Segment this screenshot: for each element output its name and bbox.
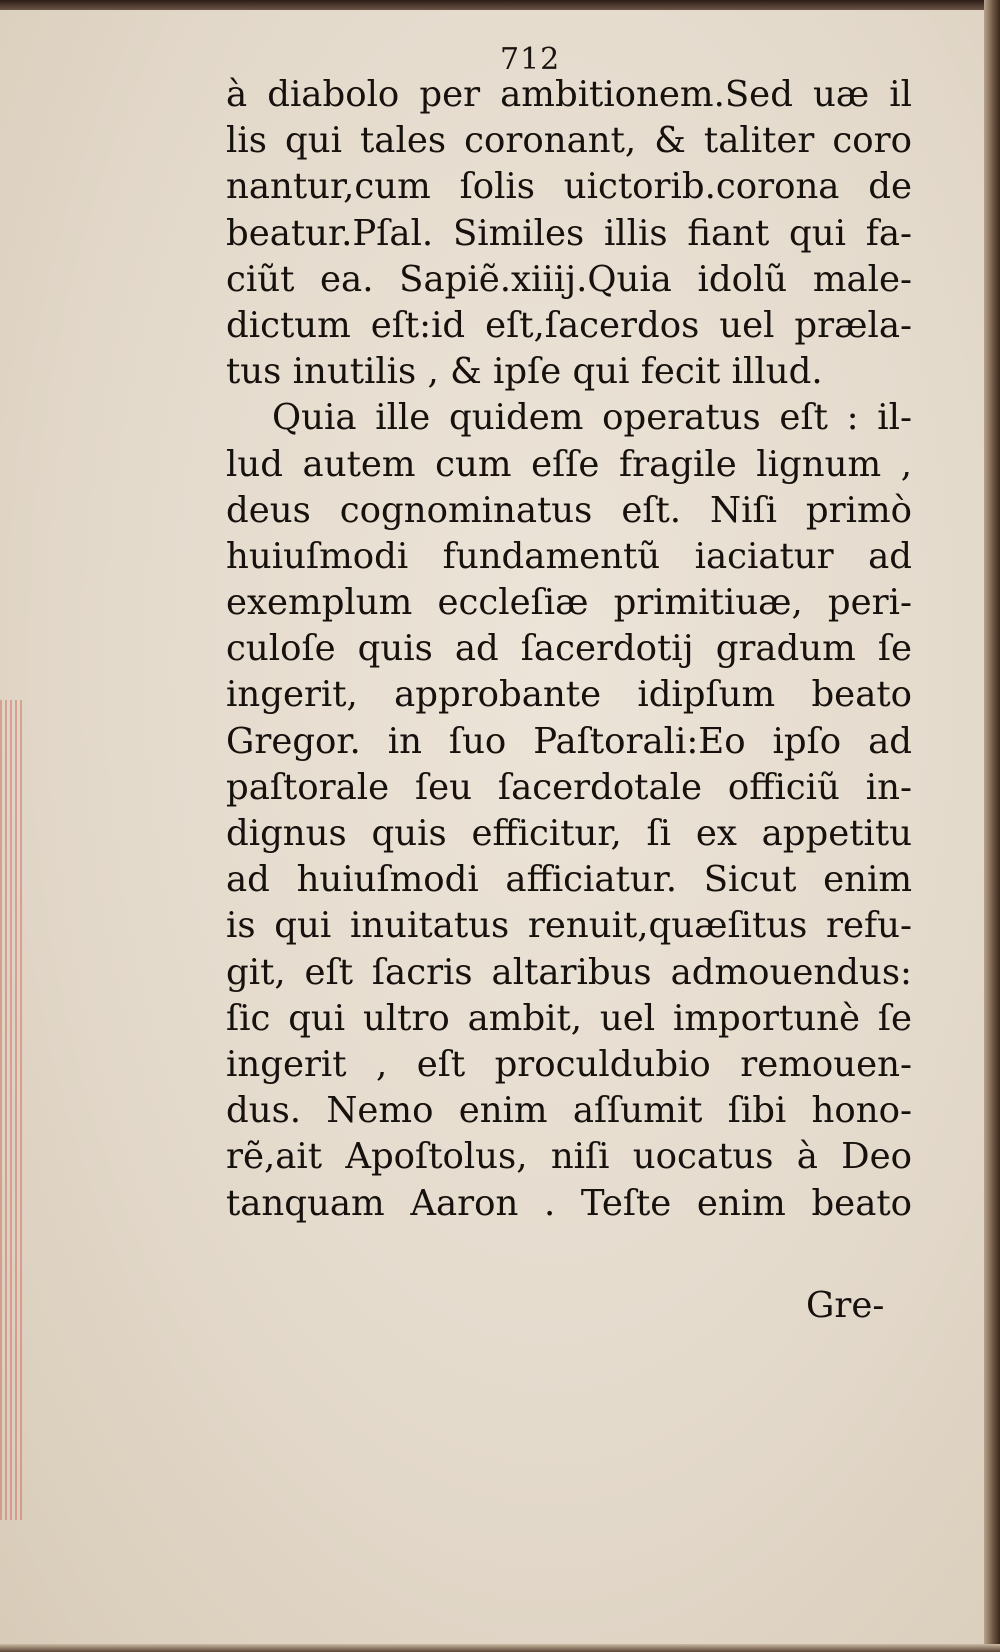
text-line: dus. Nemo enim aſſumit ſibi hono- <box>226 1090 912 1132</box>
text-line: tanquam Aaron . Teſte enim beato <box>226 1182 912 1224</box>
text-line: nantur,cum ſolis uictorib.corona de <box>226 166 912 208</box>
text-line: deus cognominatus eſt. Niſi primò <box>226 489 912 531</box>
text-line: à diabolo per ambitionem.Sed uæ il <box>226 74 912 115</box>
text-line: ingerit , eſt proculdubio remouen- <box>226 1043 912 1085</box>
text-line: culoſe quis ad ſacerdotij gradum ſe <box>226 628 912 670</box>
text-line: ad huiuſmodi afficiatur. Sicut enim <box>226 859 912 901</box>
text-line: Gregor. in ſuo Paſtorali:Eo ipſo ad <box>226 720 912 762</box>
body-text <box>226 72 912 1227</box>
text-line: paſtorale ſeu ſacerdotale officiũ in- <box>226 766 912 808</box>
text-line: beatur.Pſal. Similes illis fiant qui fa- <box>226 212 912 254</box>
text-line: ciũt ea. Sapiẽ.xiiij.Quia idolũ male- <box>226 258 912 300</box>
bottom-page-edge <box>0 1644 1000 1652</box>
text-line: ſic qui ultro ambit, uel importunè ſe <box>226 997 912 1039</box>
text-line: dictum eſt:id eſt,ſacerdos uel præla- <box>226 304 912 346</box>
text-line: ingerit, approbante idipſum beato <box>226 674 912 716</box>
top-page-edge <box>0 0 1000 10</box>
text-line: lud autem cum eſſe fragile lignum , <box>226 443 912 485</box>
text-line: huiuſmodi fundamentũ iaciatur ad <box>226 535 912 577</box>
text-line: lis qui tales coronant, & taliter coro <box>226 120 912 162</box>
text-line: tus inutilis , & ipſe qui fecit illud. <box>226 351 823 393</box>
catchword: Gre- <box>806 1285 885 1326</box>
text-line: exemplum eccleſiæ primitiuæ, peri- <box>226 582 912 624</box>
text-line: rẽ,ait Apoſtolus, niſi uocatus à Deo <box>226 1136 912 1178</box>
gutter-edge <box>984 0 1000 1652</box>
text-line: git, eſt ſacris altaribus admouendus: <box>226 951 912 993</box>
text-line: is qui inuitatus renuit,quæſitus refu- <box>226 905 912 947</box>
paragraph-start-line: Quia ille quidem operatus eſt : il- <box>272 397 912 439</box>
page-number: 712 <box>500 42 561 77</box>
red-page-edge <box>0 700 24 1520</box>
text-line: dignus quis efficitur, ſi ex appetitu <box>226 813 912 854</box>
